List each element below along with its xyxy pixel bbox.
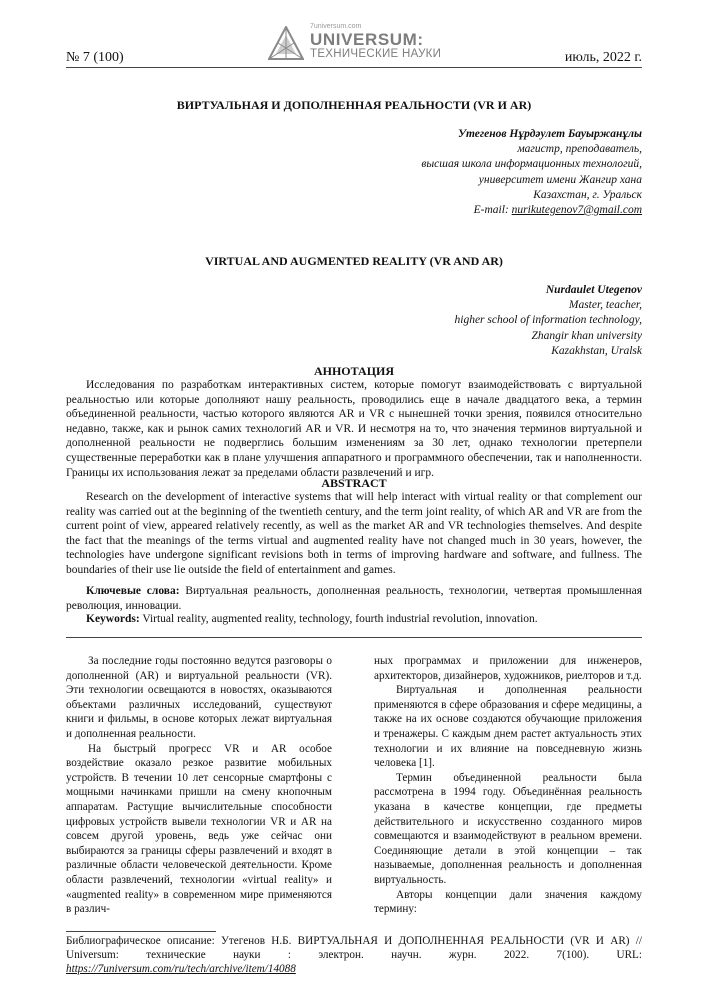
- journal-logo: [262, 22, 462, 64]
- ru-email-line: E-mail: nurikutegenov7@gmail.com: [473, 204, 642, 217]
- logo-subtitle: ТЕХНИЧЕСКИЕ НАУКИ: [310, 48, 442, 60]
- issue-date: июль, 2022 г.: [564, 50, 642, 65]
- en-author-block: [122, 283, 642, 359]
- email-link[interactable]: nurikutegenov7@gmail.com: [511, 204, 642, 217]
- logo-triangle-icon: [268, 26, 304, 60]
- ru-author-line: Казахстан, г. Уральск: [533, 188, 642, 201]
- issue-number: № 7 (100): [66, 50, 124, 65]
- ru-author-name: Утегенов Нұрдәулет Бауыржанұлы: [458, 128, 642, 140]
- en-author-line: higher school of information technology,: [454, 314, 642, 327]
- logo-url: 7universum.com: [310, 23, 362, 30]
- body-paragraph: Термин объединенной реальности была рассмотрена в 1994 году. Объединённая реальность указана в качестве концепции, где предметы действительного и искусственно созданного миров совмещаются и взаимодействуют в реальном времени. Соединяющие детали в этой концепции – так называемые, дополненная реальность и дополненная виртуальность.: [374, 771, 642, 886]
- bibliographic-description: Библиографическое описание: Утегенов Н.Б. ВИРТУАЛЬНАЯ И ДОПОЛНЕННАЯ РЕАЛЬНОСТИ (VR И AR) // Universum: технические науки : электрон. научн. журн. 2022. 7(100). URL: https://7universum.com/ru/tech/archive/item/14088: [66, 935, 642, 975]
- en-author-line: Master, teacher,: [568, 299, 642, 312]
- keywords-divider: [66, 637, 642, 638]
- body-paragraph-continuation: ных программах и приложении для инженеров, архитекторов, дизайнеров, художников, риелторов и т.д.: [374, 655, 642, 682]
- footnote-rule: [66, 931, 216, 932]
- header-divider: [66, 67, 642, 68]
- body-paragraph: Виртуальная и дополненная реальности применяются в сфере образования и сфере медицины, а также на их основе создаются обучающие приложения и тренажеры. С каждым днем растет актуальность этих технологии и их влияние на повседневную жизнь человека [1].: [374, 684, 642, 770]
- ru-author-line: высшая школа информационных технологий,: [421, 158, 642, 171]
- annotation-text: Исследования по разработкам интерактивных систем, которые помогут взаимодействовать с виртуальной реальностью или которые дополняют нашу реальность, проводились еще в начале двадцатого века, а термин объединенной реальности, частью которого являются AR и VR с нынешней точки зрения, появился относительно недавно, также, как и рынок самих технологий AR и VR. И несмотря на то, что значения терминов виртуальной и дополненной реальности не подверглись большим изменениям за 30 лет, однако технологии претерпели существенные переработки как в плане улучшения аппаратного и программного обеспечении, так и наполненности. Границы их использования лежат за пределами области развлечений и игр.: [66, 379, 642, 479]
- body-paragraph: За последние годы постоянно ведутся разговоры о дополненной (AR) и виртуальной реальности (VR). Эти технологии освещаются в новостях, оказываются объектами различных исследований, существуют книги и фильмы, в основе которых лежат виртуальная и дополненная реальности.: [66, 655, 332, 740]
- logo-name: UNIVERSUM:: [310, 30, 424, 49]
- keywords-en: Keywords: Virtual reality, augmented reality, technology, fourth industrial revolution, innovation.: [86, 613, 538, 625]
- article-url-link[interactable]: https://7universum.com/ru/tech/archive/item/14088: [66, 963, 296, 975]
- body-left-column: [66, 654, 332, 917]
- en-author-name: Nurdaulet Utegenov: [545, 284, 642, 296]
- body-paragraph: Авторы концепции дали значения каждому термину:: [374, 888, 642, 916]
- body-paragraph: На быстрый прогресс VR и AR особое воздействие оказало резкое развитие мобильных устройств. В течении 10 лет сенсорные смартфоны с мощными начинками пришли на смену кнопочным аппаратам. Растущие вычислительные способности цифровых устройств вывели технологии VR и AR на совсем другой уровень, ведь уже сейчас они выбираются за границы сферы развлечений и входят в различные области человеческой деятельности. Кроме области развлечений, технологии «virtual reality» и «augmented reality» в современном мире применяются в различ-: [66, 742, 332, 916]
- en-author-line: Zhangir khan university: [531, 329, 642, 342]
- en-title: VIRTUAL AND AUGMENTED REALITY (VR AND AR): [205, 254, 503, 268]
- ru-title: ВИРТУАЛЬНАЯ И ДОПОЛНЕННАЯ РЕАЛЬНОСТИ (VR И AR): [176, 98, 532, 112]
- abstract-heading: ABSTRACT: [321, 476, 387, 490]
- en-author-line: Kazakhstan, Uralsk: [551, 344, 642, 357]
- body-right-column: [374, 654, 642, 917]
- annotation-heading: АННОТАЦИЯ: [313, 364, 395, 378]
- ru-author-line: университет имени Жангир хана: [478, 173, 642, 186]
- ru-author-line: магистр, преподаватель,: [517, 143, 642, 156]
- abstract-text: Research on the development of interactive systems that will help interact with virtual reality or that complement our reality was carried out at the beginning of the twentieth century, and the term joint reality, of which AR and VR are from the current point of view, appeared relatively recently, as well as the market AR and VR technologies themselves. And despite the fact that the meanings of the terms virtual and augmented reality have not changed much in 30 years, however, the technologies have undergone significant revisions both in terms of improving hardware and software, and fullness. The boundaries of their use lie outside the field of entertainment and games.: [66, 491, 642, 576]
- ru-author-block: [122, 127, 642, 218]
- keywords-ru: Ключевые слова: Виртуальная реальность, дополненная реальность, технологии, четвертая промышленная революция, инновации.: [66, 585, 642, 612]
